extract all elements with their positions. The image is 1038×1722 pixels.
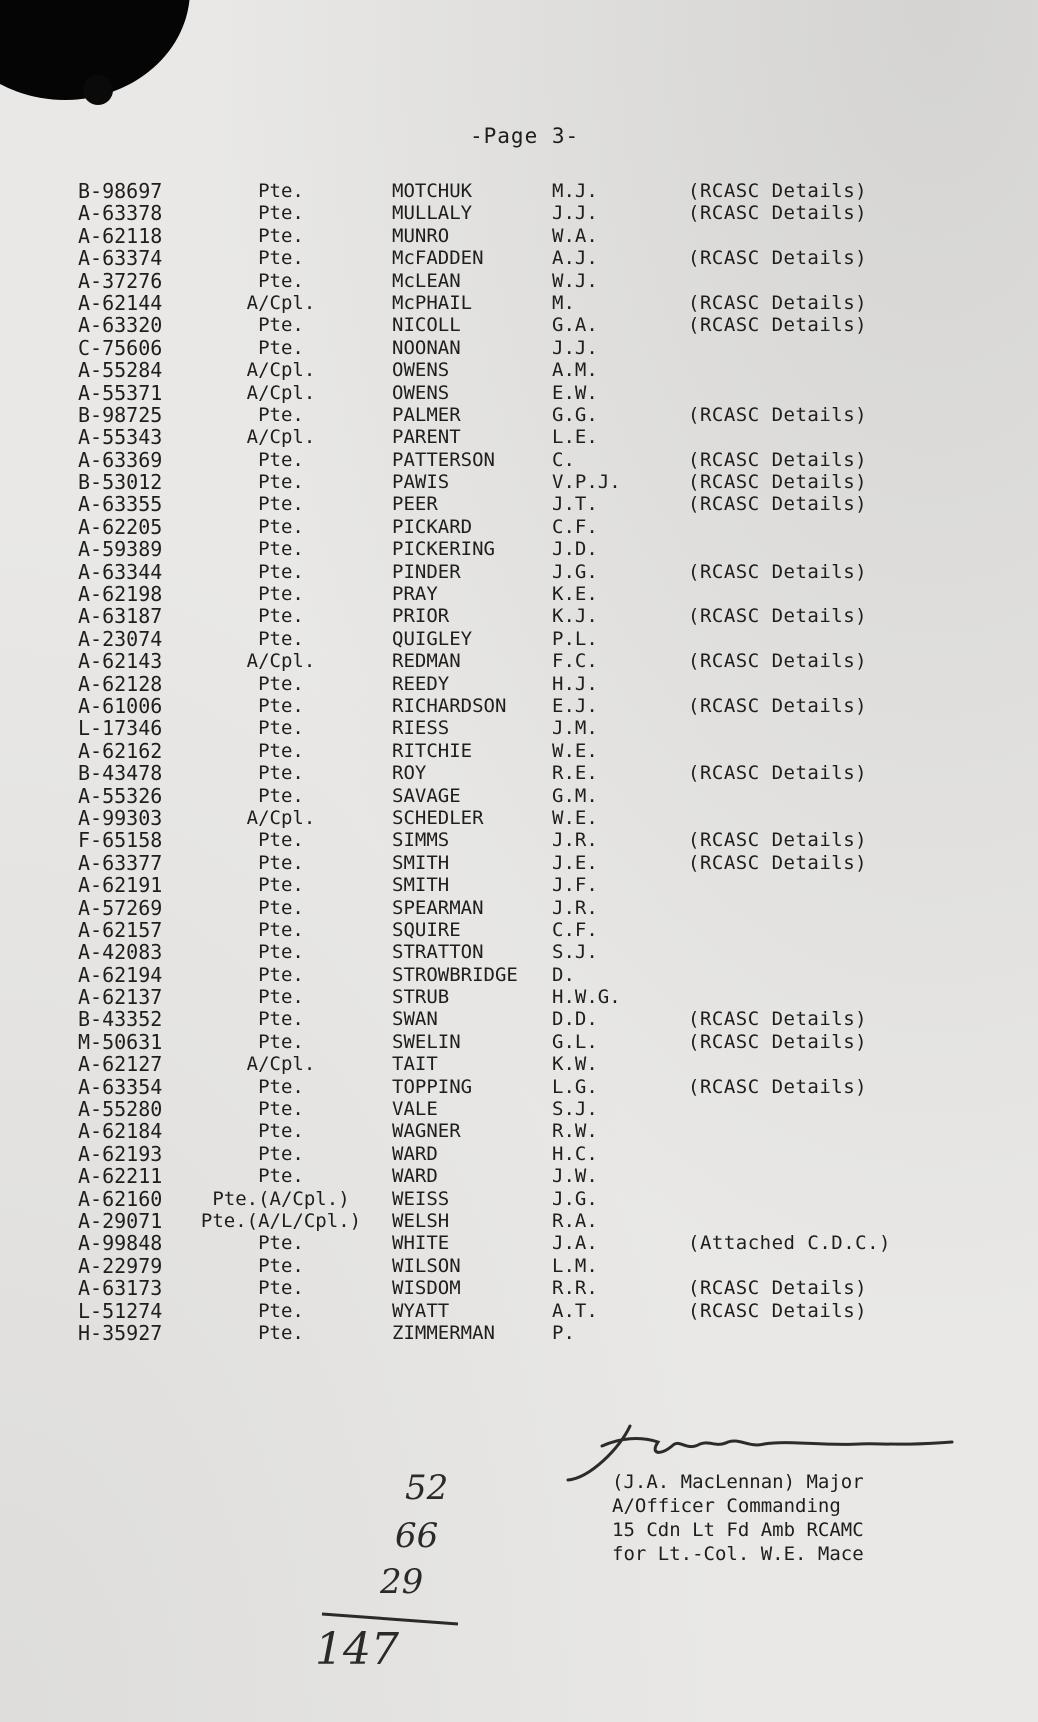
roster-row <box>0 1322 1038 1344</box>
service-number: A-63378 <box>78 201 163 226</box>
note: (RCASC Details) <box>688 247 868 270</box>
service-number: H-35927 <box>78 1320 163 1345</box>
service-number: A-62144 <box>78 290 163 315</box>
tally-number: 52 <box>405 1468 449 1508</box>
surname: WHITE <box>392 1232 450 1255</box>
surname: WARD <box>392 1142 438 1165</box>
service-number: B-43478 <box>78 761 163 786</box>
rank: Pte. <box>258 1098 304 1121</box>
service-number: A-23074 <box>78 626 163 651</box>
rank: Pte. <box>258 1321 304 1344</box>
service-number: B-98725 <box>78 402 163 427</box>
service-number: A-62211 <box>78 1164 163 1189</box>
initials: L.G. <box>552 1075 598 1098</box>
roster-row <box>0 202 1038 224</box>
roster-row <box>0 1008 1038 1030</box>
initials: L.M. <box>552 1254 598 1277</box>
tally-number: 29 <box>380 1562 424 1602</box>
surname: TAIT <box>392 1053 438 1076</box>
rank: Pte. <box>258 986 304 1009</box>
initials: C. <box>552 448 575 471</box>
surname: PRIOR <box>392 605 450 628</box>
note: (RCASC Details) <box>688 1277 868 1300</box>
roster-row <box>0 717 1038 739</box>
roster-row <box>0 538 1038 560</box>
roster-row <box>0 1232 1038 1254</box>
surname: STRATTON <box>392 941 484 964</box>
surname: STRUB <box>392 986 450 1009</box>
surname: VALE <box>392 1098 438 1121</box>
roster-row <box>0 1076 1038 1098</box>
rank: A/Cpl. <box>246 359 316 382</box>
initials: J.J. <box>552 202 598 225</box>
initials: K.W. <box>552 1053 598 1076</box>
initials: C.F. <box>552 918 598 941</box>
service-number: A-63187 <box>78 604 163 629</box>
surname: PARENT <box>392 426 461 449</box>
initials: J.A. <box>552 1232 598 1255</box>
roster-row <box>0 1300 1038 1322</box>
service-number: A-63369 <box>78 447 163 472</box>
initials: L.E. <box>552 426 598 449</box>
roster-row <box>0 382 1038 404</box>
roster-row <box>0 1165 1038 1187</box>
note: (RCASC Details) <box>688 605 868 628</box>
note: (RCASC Details) <box>688 493 868 516</box>
roster-row <box>0 986 1038 1008</box>
page-title: -Page 3- <box>470 124 580 148</box>
roster-row <box>0 919 1038 941</box>
roster-row <box>0 695 1038 717</box>
rank: Pte. <box>258 762 304 785</box>
roster-row <box>0 426 1038 448</box>
service-number: A-63355 <box>78 492 163 517</box>
rank: Pte. <box>258 896 304 919</box>
note: (RCASC Details) <box>688 829 868 852</box>
service-number: A-63344 <box>78 559 163 584</box>
roster-row <box>0 449 1038 471</box>
initials: G.M. <box>552 784 598 807</box>
rank: Pte.(A/L/Cpl.) <box>200 1209 362 1232</box>
service-number: A-55343 <box>78 425 163 450</box>
initials: J.F. <box>552 874 598 897</box>
roster-row <box>0 941 1038 963</box>
service-number: A-57269 <box>78 895 163 920</box>
roster-row <box>0 292 1038 314</box>
roster-row <box>0 583 1038 605</box>
surname: WYATT <box>392 1299 450 1322</box>
rank: Pte. <box>258 1008 304 1031</box>
surname: PALMER <box>392 403 461 426</box>
roster-row <box>0 359 1038 381</box>
initials: W.A. <box>552 224 598 247</box>
rank: Pte. <box>258 471 304 494</box>
surname: TOPPING <box>392 1075 473 1098</box>
service-number: A-62160 <box>78 1186 163 1211</box>
service-number: M-50631 <box>78 1029 163 1054</box>
surname: SWAN <box>392 1008 438 1031</box>
initials: W.E. <box>552 806 598 829</box>
service-number: A-63320 <box>78 313 163 338</box>
surname: PRAY <box>392 583 438 606</box>
surname: OWENS <box>392 381 450 404</box>
surname: REDMAN <box>392 650 461 673</box>
service-number: A-62127 <box>78 1052 163 1077</box>
surname: PINDER <box>392 560 461 583</box>
service-number: A-63374 <box>78 246 163 271</box>
rank: Pte.(A/Cpl.) <box>212 1187 350 1210</box>
rank: Pte. <box>258 538 304 561</box>
rank: A/Cpl. <box>246 1053 316 1076</box>
rank: Pte. <box>258 672 304 695</box>
surname: McFADDEN <box>392 247 484 270</box>
service-number: A-62184 <box>78 1119 163 1144</box>
service-number: A-62198 <box>78 582 163 607</box>
roster-row <box>0 314 1038 336</box>
initials: J.R. <box>552 896 598 919</box>
roster-row <box>0 1255 1038 1277</box>
surname: STROWBRIDGE <box>392 963 518 986</box>
service-number: A-59389 <box>78 537 163 562</box>
rank: A/Cpl. <box>246 806 316 829</box>
rank: A/Cpl. <box>246 381 316 404</box>
surname: NOONAN <box>392 336 461 359</box>
rank: Pte. <box>258 739 304 762</box>
roster-row <box>0 516 1038 538</box>
initials: J.T. <box>552 493 598 516</box>
service-number: A-55326 <box>78 783 163 808</box>
surname: SAVAGE <box>392 784 461 807</box>
surname: PATTERSON <box>392 448 495 471</box>
rank: Pte. <box>258 448 304 471</box>
initials: J.D. <box>552 538 598 561</box>
surname: PICKARD <box>392 515 473 538</box>
rank: Pte. <box>258 1075 304 1098</box>
initials: P.L. <box>552 627 598 650</box>
note: (RCASC Details) <box>688 560 868 583</box>
surname: ZIMMERMAN <box>392 1321 495 1344</box>
roster-row <box>0 852 1038 874</box>
signature-name-line: (J.A. MacLennan) Major <box>612 1471 864 1493</box>
note: (RCASC Details) <box>688 403 868 426</box>
rank: Pte. <box>258 515 304 538</box>
initials: D. <box>552 963 575 986</box>
initials: J.R. <box>552 829 598 852</box>
initials: A.T. <box>552 1299 598 1322</box>
service-number: C-75606 <box>78 335 163 360</box>
rank: Pte. <box>258 829 304 852</box>
rank: Pte. <box>258 941 304 964</box>
initials: K.E. <box>552 583 598 606</box>
roster-row <box>0 650 1038 672</box>
roster-row <box>0 605 1038 627</box>
rank: Pte. <box>258 717 304 740</box>
service-number: A-62205 <box>78 514 163 539</box>
surname: SMITH <box>392 874 450 897</box>
roster-row <box>0 180 1038 202</box>
surname: NICOLL <box>392 314 461 337</box>
roster-row <box>0 785 1038 807</box>
service-number: A-62137 <box>78 985 163 1010</box>
surname: McPHAIL <box>392 291 473 314</box>
service-number: A-55371 <box>78 380 163 405</box>
roster-row <box>0 1188 1038 1210</box>
initials: P. <box>552 1321 575 1344</box>
rank: Pte. <box>258 180 304 202</box>
roster-row <box>0 628 1038 650</box>
note: (Attached C.D.C.) <box>688 1232 891 1255</box>
personnel-roster <box>0 180 1038 1344</box>
rank: Pte. <box>258 202 304 225</box>
rank: Pte. <box>258 493 304 516</box>
service-number: A-29071 <box>78 1208 163 1233</box>
rank: Pte. <box>258 605 304 628</box>
surname: McLEAN <box>392 269 461 292</box>
initials: G.L. <box>552 1030 598 1053</box>
rank: Pte. <box>258 694 304 717</box>
rank: Pte. <box>258 247 304 270</box>
service-number: A-62157 <box>78 917 163 942</box>
note: (RCASC Details) <box>688 650 868 673</box>
initials: H.W.G. <box>552 986 621 1009</box>
rank: Pte. <box>258 403 304 426</box>
note: (RCASC Details) <box>688 314 868 337</box>
rank: A/Cpl. <box>246 426 316 449</box>
initials: C.F. <box>552 515 598 538</box>
service-number: F-65158 <box>78 828 163 853</box>
surname: SCHEDLER <box>392 806 484 829</box>
rank: Pte. <box>258 918 304 941</box>
service-number: A-63354 <box>78 1074 163 1099</box>
initials: H.C. <box>552 1142 598 1165</box>
surname: SWELIN <box>392 1030 461 1053</box>
rank: Pte. <box>258 583 304 606</box>
surname: PICKERING <box>392 538 495 561</box>
surname: WISDOM <box>392 1277 461 1300</box>
roster-row <box>0 561 1038 583</box>
roster-row <box>0 225 1038 247</box>
initials: K.J. <box>552 605 598 628</box>
service-number: A-62118 <box>78 223 163 248</box>
surname: SPEARMAN <box>392 896 484 919</box>
initials: A.J. <box>552 247 598 270</box>
initials: E.W. <box>552 381 598 404</box>
initials: R.E. <box>552 762 598 785</box>
roster-row <box>0 1120 1038 1142</box>
roster-row <box>0 897 1038 919</box>
service-number: A-99303 <box>78 805 163 830</box>
surname: WILSON <box>392 1254 461 1277</box>
rank: Pte. <box>258 1299 304 1322</box>
surname: ROY <box>392 762 427 785</box>
initials: J.G. <box>552 560 598 583</box>
surname: OWENS <box>392 359 450 382</box>
initials: R.A. <box>552 1209 598 1232</box>
rank: Pte. <box>258 1165 304 1188</box>
rank: Pte. <box>258 560 304 583</box>
rank: Pte. <box>258 851 304 874</box>
roster-row <box>0 247 1038 269</box>
service-number: A-37276 <box>78 268 163 293</box>
rank: Pte. <box>258 963 304 986</box>
surname: QUIGLEY <box>392 627 473 650</box>
rank: Pte. <box>258 627 304 650</box>
initials: V.P.J. <box>552 471 621 494</box>
service-number: A-62162 <box>78 738 163 763</box>
roster-row <box>0 1053 1038 1075</box>
surname: WAGNER <box>392 1120 461 1143</box>
signature-unit-line: 15 Cdn Lt Fd Amb RCAMC <box>612 1519 864 1541</box>
initials: M. <box>552 291 575 314</box>
initials: J.E. <box>552 851 598 874</box>
roster-row <box>0 404 1038 426</box>
surname: REEDY <box>392 672 450 695</box>
note: (RCASC Details) <box>688 694 868 717</box>
roster-row <box>0 874 1038 896</box>
surname: MULLALY <box>392 202 473 225</box>
initials: G.G. <box>552 403 598 426</box>
service-number: A-62193 <box>78 1141 163 1166</box>
surname: MOTCHUK <box>392 180 473 202</box>
initials: W.J. <box>552 269 598 292</box>
surname: SIMMS <box>392 829 450 852</box>
service-number: A-61006 <box>78 693 163 718</box>
service-number: A-22979 <box>78 1253 163 1278</box>
note: (RCASC Details) <box>688 471 868 494</box>
rank: Pte. <box>258 1030 304 1053</box>
service-number: A-99848 <box>78 1231 163 1256</box>
initials: D.D. <box>552 1008 598 1031</box>
service-number: L-17346 <box>78 716 163 741</box>
roster-row <box>0 270 1038 292</box>
rank: Pte. <box>258 1142 304 1165</box>
surname: MUNRO <box>392 224 450 247</box>
roster-row <box>0 673 1038 695</box>
note: (RCASC Details) <box>688 1030 868 1053</box>
initials: S.J. <box>552 941 598 964</box>
surname: WARD <box>392 1165 438 1188</box>
note: (RCASC Details) <box>688 180 868 202</box>
service-number: L-51274 <box>78 1298 163 1323</box>
rank: Pte. <box>258 784 304 807</box>
roster-row <box>0 762 1038 784</box>
rank: Pte. <box>258 224 304 247</box>
note: (RCASC Details) <box>688 1299 868 1322</box>
signature-for-line: for Lt.-Col. W.E. Mace <box>612 1543 864 1565</box>
surname: RIESS <box>392 717 450 740</box>
surname: RITCHIE <box>392 739 473 762</box>
signature-title-line: A/Officer Commanding <box>612 1495 841 1517</box>
initials: J.M. <box>552 717 598 740</box>
note: (RCASC Details) <box>688 1075 868 1098</box>
surname: WELSH <box>392 1209 450 1232</box>
rank: Pte. <box>258 1277 304 1300</box>
punch-hole <box>83 75 113 105</box>
service-number: A-62128 <box>78 671 163 696</box>
initials: H.J. <box>552 672 598 695</box>
rank: A/Cpl. <box>246 650 316 673</box>
initials: R.R. <box>552 1277 598 1300</box>
service-number: A-62194 <box>78 962 163 987</box>
roster-row <box>0 493 1038 515</box>
rank: Pte. <box>258 314 304 337</box>
rank: Pte. <box>258 1120 304 1143</box>
service-number: B-53012 <box>78 470 163 495</box>
rank: Pte. <box>258 1232 304 1255</box>
note: (RCASC Details) <box>688 202 868 225</box>
roster-row <box>0 740 1038 762</box>
roster-row <box>0 337 1038 359</box>
service-number: B-98697 <box>78 179 163 203</box>
signature-block <box>612 1470 864 1566</box>
initials: A.M. <box>552 359 598 382</box>
rank: Pte. <box>258 269 304 292</box>
service-number: A-62143 <box>78 649 163 674</box>
tally-total: 147 <box>315 1624 399 1675</box>
surname: WEISS <box>392 1187 450 1210</box>
service-number: B-43352 <box>78 1007 163 1032</box>
tally-number: 66 <box>395 1516 439 1556</box>
service-number: A-55284 <box>78 358 163 383</box>
note: (RCASC Details) <box>688 448 868 471</box>
surname: SQUIRE <box>392 918 461 941</box>
rank: Pte. <box>258 874 304 897</box>
roster-row <box>0 964 1038 986</box>
initials: S.J. <box>552 1098 598 1121</box>
initials: G.A. <box>552 314 598 337</box>
roster-row <box>0 807 1038 829</box>
service-number: A-55280 <box>78 1097 163 1122</box>
initials: J.W. <box>552 1165 598 1188</box>
rank: Pte. <box>258 1254 304 1277</box>
initials: J.J. <box>552 336 598 359</box>
service-number: A-42083 <box>78 940 163 965</box>
roster-row <box>0 1210 1038 1232</box>
note: (RCASC Details) <box>688 291 868 314</box>
initials: M.J. <box>552 180 598 202</box>
rank: Pte. <box>258 336 304 359</box>
note: (RCASC Details) <box>688 1008 868 1031</box>
roster-row <box>0 471 1038 493</box>
roster-row <box>0 1277 1038 1299</box>
service-number: A-63377 <box>78 850 163 875</box>
surname: PEER <box>392 493 438 516</box>
initials: R.W. <box>552 1120 598 1143</box>
initials: J.G. <box>552 1187 598 1210</box>
surname: SMITH <box>392 851 450 874</box>
initials: W.E. <box>552 739 598 762</box>
service-number: A-63173 <box>78 1276 163 1301</box>
rank: A/Cpl. <box>246 291 316 314</box>
initials: F.C. <box>552 650 598 673</box>
service-number: A-62191 <box>78 873 163 898</box>
note: (RCASC Details) <box>688 762 868 785</box>
roster-row <box>0 829 1038 851</box>
roster-row <box>0 1031 1038 1053</box>
initials: E.J. <box>552 694 598 717</box>
roster-row <box>0 1143 1038 1165</box>
surname: RICHARDSON <box>392 694 507 717</box>
roster-row <box>0 1098 1038 1120</box>
surname: PAWIS <box>392 471 450 494</box>
note: (RCASC Details) <box>688 851 868 874</box>
